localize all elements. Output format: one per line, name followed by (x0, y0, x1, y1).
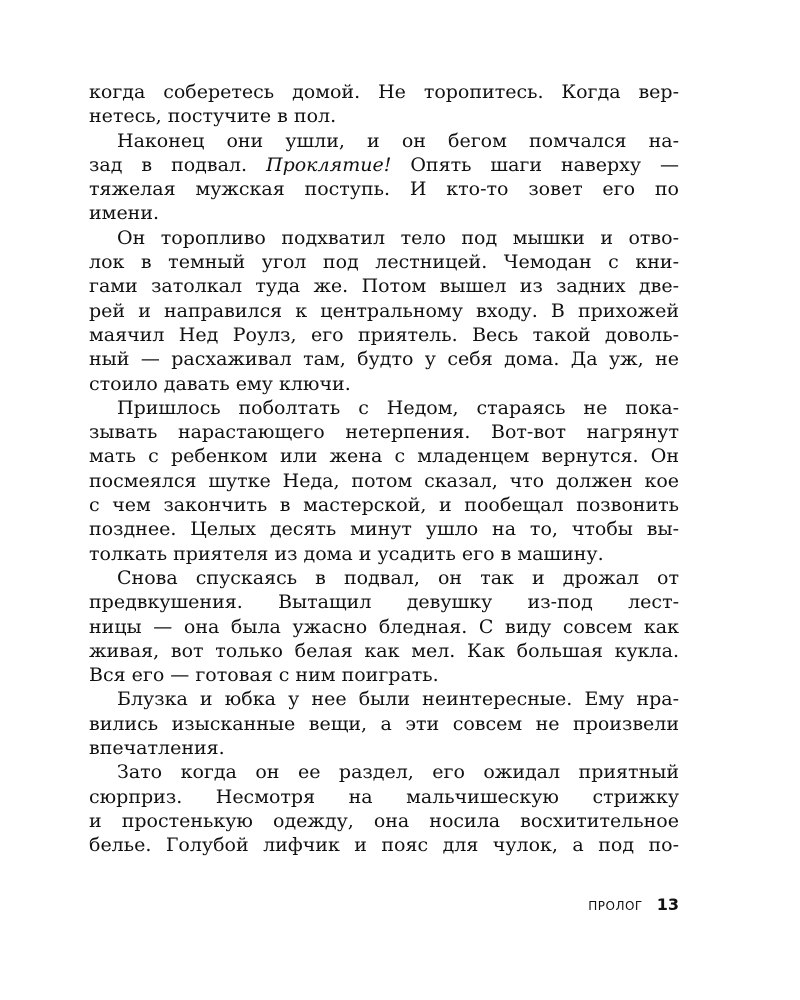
text-line: зывать нарастающего нетерпения. Вот-вот нагрянут (89, 421, 679, 444)
text-line: впечатления. (89, 737, 225, 760)
text-line-with-italic: зад в подвал. Проклятие! Опять шаги наверху — (89, 153, 680, 176)
text-line: предвкушения. Вытащил девушку из-под лест- (89, 591, 679, 614)
text-line: с чем закончить в мастерской, и пообещал позвонить (89, 494, 679, 517)
text-line: Вся его — готовая с ним поиграть. (89, 664, 439, 687)
paragraph-3 (89, 226, 679, 396)
text-line: Пришлось поболтать с Недом, стараясь не пока- (117, 396, 679, 419)
text-line: Снова спускаясь в подвал, он так и дрожал от (117, 566, 679, 589)
text-line: когда соберетесь домой. Не торопитесь. Когда вер- (89, 81, 679, 103)
paragraph-4 (89, 396, 679, 566)
text-line: рей и направился к центральному входу. В прихожей (89, 299, 679, 322)
text-line: Он торопливо подхватил тело под мышки и отво- (117, 226, 679, 249)
paragraph-1 (89, 80, 679, 129)
page-number: 13 (656, 895, 679, 914)
paragraph-6 (89, 687, 679, 760)
page-footer (588, 895, 679, 914)
text-line: белье. Голубой лифчик и пояс для чулок, а под по- (89, 834, 679, 857)
text-line: посмеялся шутке Неда, потом сказал, что должен кое (89, 469, 679, 492)
paragraph-5 (89, 566, 679, 687)
running-head: ПРОЛОГ (588, 899, 643, 913)
text-line: Блузка и юбка у нее были неинтересные. Ему нра- (117, 688, 679, 711)
paragraph-7 (89, 760, 679, 857)
text-line: и простенькую одежду, она носила восхитительное (89, 809, 679, 832)
text-line: живая, вот только белая как мел. Как большая кукла. (89, 639, 679, 662)
text-line: ницы — она была ужасно бледная. С виду совсем как (89, 615, 679, 638)
text-line: нетесь, постучите в пол. (89, 105, 337, 128)
text-line: тяжелая мужская поступь. И кто-то зовет его по (89, 178, 679, 201)
text-line: Зато когда он ее раздел, его ожидал приятный (117, 761, 679, 784)
text-line: гами затолкал туда же. Потом вышел из задних две- (89, 275, 679, 298)
book-page-text (89, 80, 679, 858)
italic-phrase: Проклятие! (266, 153, 392, 176)
text-line: лок в темный угол под лестницей. Чемодан с кни- (89, 251, 679, 274)
text-line: позднее. Целых десять минут ушло на то, чтобы вы- (89, 518, 679, 541)
paragraph-2 (89, 129, 679, 226)
text-line: стоило давать ему ключи. (89, 372, 351, 395)
text-line: толкать приятеля из дома и усадить его в машину. (89, 542, 604, 565)
text-line: вились изысканные вещи, а эти совсем не произвели (89, 712, 679, 735)
text-line: маячил Нед Роулз, его приятель. Весь такой доволь- (89, 323, 679, 346)
text-line: мать с ребенком или жена с младенцем вернутся. Он (89, 445, 679, 468)
text-line: ный — расхаживал там, будто у себя дома. Да уж, не (89, 348, 679, 371)
text-line: имени. (89, 202, 160, 225)
text-line: сюрприз. Несмотря на мальчишескую стрижку (89, 785, 679, 808)
text-line: Наконец они ушли, и он бегом помчался на- (117, 129, 679, 152)
